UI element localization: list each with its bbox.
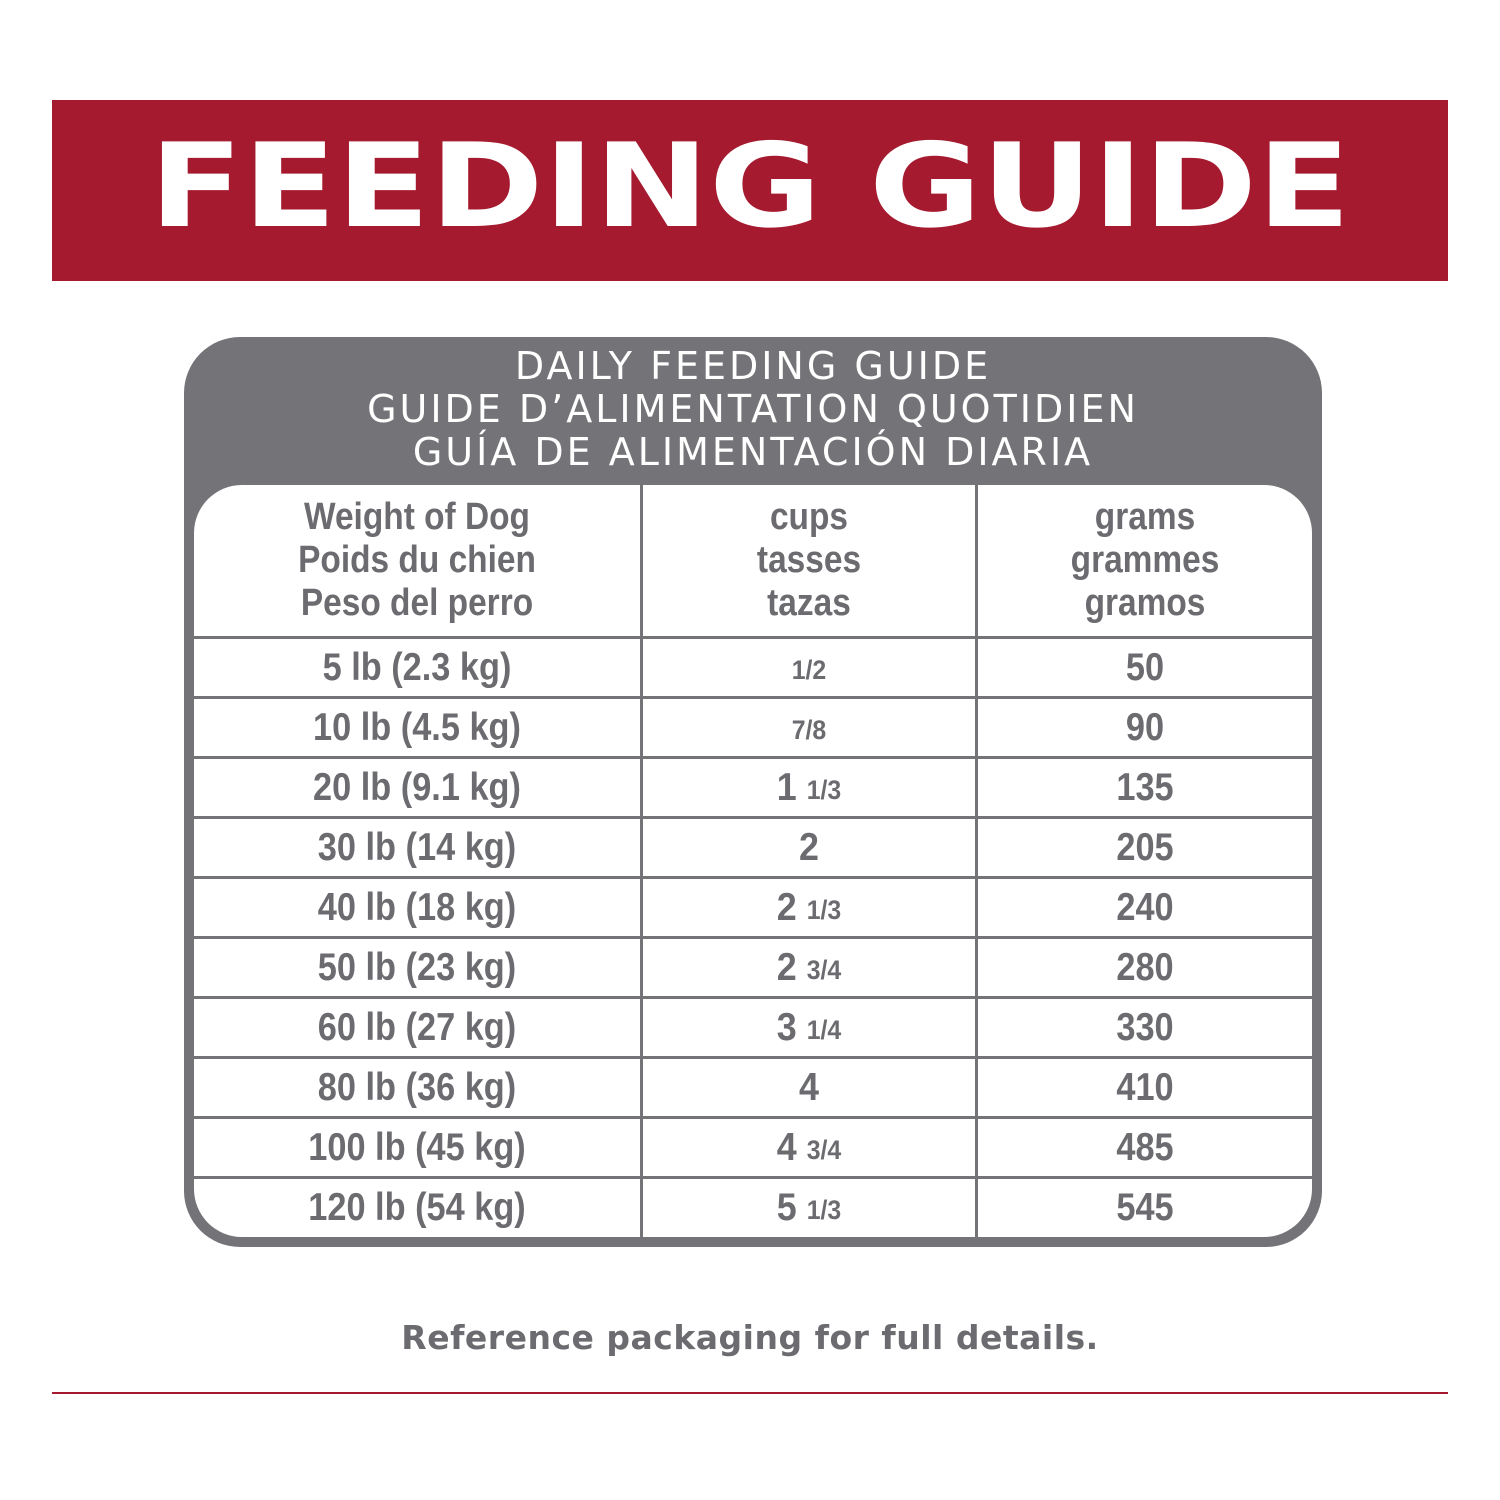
cups-whole: 1	[776, 765, 797, 809]
cups-whole: 5	[776, 1185, 797, 1229]
weight-cell: 100 lb (45 kg)	[308, 1125, 526, 1169]
cups-fraction: 1/4	[806, 1015, 842, 1045]
grams-cell: 545	[1116, 1185, 1174, 1229]
grams-cell: 410	[1116, 1065, 1174, 1109]
column-header-cups-es: tazas	[767, 582, 851, 624]
banner-title: FEEDING GUIDE	[149, 118, 1351, 254]
weight-cell: 5 lb (2.3 kg)	[322, 645, 512, 689]
cups-whole: 2	[776, 885, 797, 929]
grams-cell: 90	[1125, 705, 1165, 749]
column-header-grams	[998, 485, 1292, 636]
heading-french: GUIDE D’ALIMENTATION QUOTIDIEN	[367, 387, 1139, 431]
cups-whole: 3	[776, 1005, 797, 1049]
column-divider-1	[640, 485, 643, 1237]
weight-cell: 40 lb (18 kg)	[317, 885, 517, 929]
cups-fraction: 1/2	[791, 655, 827, 685]
column-header-cups-fr: tasses	[756, 539, 862, 581]
column-header-weight-fr: Poids du chien	[298, 539, 536, 581]
grams-cell: 240	[1116, 885, 1174, 929]
cups-whole: 2	[799, 825, 819, 869]
cups-fraction: 7/8	[791, 715, 827, 745]
cups-cell	[656, 819, 961, 876]
cups-cell	[656, 759, 961, 816]
grams-cell: 485	[1116, 1125, 1174, 1169]
grams-cell: 330	[1116, 1005, 1174, 1049]
cups-whole: 2	[776, 945, 797, 989]
grams-cell: 205	[1116, 825, 1174, 869]
cups-whole: 4	[799, 1065, 819, 1109]
table-heading	[184, 345, 1322, 474]
cups-whole: 4	[776, 1125, 797, 1169]
cups-cell	[656, 699, 961, 756]
column-header-weight-es: Peso del perro	[300, 582, 534, 624]
weight-cell: 80 lb (36 kg)	[317, 1065, 517, 1109]
table-body	[194, 485, 1312, 1237]
weight-cell: 10 lb (4.5 kg)	[313, 705, 521, 749]
cups-cell	[656, 639, 961, 696]
feeding-table	[184, 337, 1322, 1247]
column-header-grams-es: gramos	[1084, 582, 1206, 624]
heading-english: DAILY FEEDING GUIDE	[514, 344, 992, 388]
cups-cell	[656, 999, 961, 1056]
weight-cell: 60 lb (27 kg)	[317, 1005, 517, 1049]
column-divider-2	[975, 485, 978, 1237]
cups-cell	[656, 1119, 961, 1176]
bottom-divider	[52, 1392, 1448, 1394]
weight-cell: 20 lb (9.1 kg)	[313, 765, 521, 809]
cups-cell	[656, 879, 961, 936]
cups-cell	[656, 1179, 961, 1236]
column-header-weight	[221, 485, 613, 636]
cups-cell	[656, 939, 961, 996]
cups-fraction: 3/4	[806, 1135, 842, 1165]
weight-cell: 50 lb (23 kg)	[317, 945, 517, 989]
heading-spanish: GUÍA DE ALIMENTACIÓN DIARIA	[412, 430, 1094, 474]
grams-cell: 280	[1116, 945, 1174, 989]
weight-cell: 30 lb (14 kg)	[317, 825, 517, 869]
column-header-grams-fr: grammes	[1070, 539, 1220, 581]
cups-fraction: 1/3	[806, 775, 842, 805]
grams-cell: 50	[1125, 645, 1165, 689]
feeding-guide-banner	[52, 100, 1448, 281]
grams-cell: 135	[1116, 765, 1174, 809]
reference-footnote: Reference packaging for full details.	[401, 1318, 1099, 1357]
weight-cell: 120 lb (54 kg)	[308, 1185, 526, 1229]
column-header-grams-en: grams	[1094, 496, 1196, 538]
cups-cell	[656, 1059, 961, 1116]
column-header-cups	[663, 485, 955, 636]
column-header-cups-en: cups	[769, 496, 849, 538]
cups-fraction: 3/4	[806, 955, 842, 985]
cups-fraction: 1/3	[806, 1195, 842, 1225]
cups-fraction: 1/3	[806, 895, 842, 925]
column-header-weight-en: Weight of Dog	[304, 496, 530, 538]
